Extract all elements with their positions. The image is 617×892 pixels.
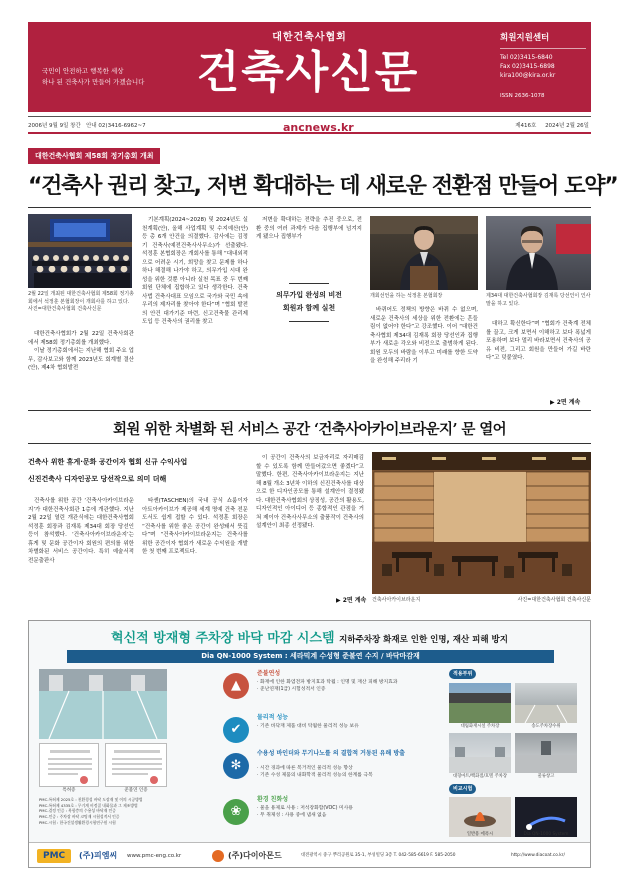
- application-thumbnail: [449, 683, 511, 723]
- comparison-thumbnail: [515, 797, 577, 837]
- photo-caption: 제34대 대한건축사협회장 김재록 당선인이 인사말을 하고 있다.: [486, 293, 591, 307]
- meeting-hall-photo: [28, 214, 132, 288]
- president-elect-photo: [486, 216, 591, 290]
- thumbnail-label: 대형마트/백화점/호텔 주차장: [452, 774, 508, 779]
- story2-col1: [28, 497, 134, 607]
- story2-col2: [142, 497, 248, 607]
- lounge-photo: [372, 452, 591, 594]
- paragraph: 대한건축사협회가 2월 22일 건축사회관에서 제58회 정기총회를 개최했다.: [28, 331, 134, 346]
- lounge-headline: 회원 위한 차별화 된 서비스 공간 ‘건축사아카이브라운지’ 문 열어: [112, 421, 507, 438]
- flame-icon: ▲: [223, 673, 249, 699]
- story2-col3: [256, 454, 364, 590]
- paragraph: 저변을 확대하는 전략을 추진 중으로, 전환 중의 여러 과제가 다음 집행부에 넘겨지게 됐으나 집행부가: [256, 217, 362, 241]
- paragraph: 이 공간이 건축사의 보금자리로 자리매김할 수 있도록 함께 만들어갔으면 좋겠다”고 말했다. 한편, 건축사아카이브라운지는 지난해 8월 개소 3년차 이하의 신진건축사를 대상으로 한 디자인공모를 통해 설계안이 결정됐다. 대한건축사협회의 상징성, 공간의 활용도, 디자인적인 아이디어 등 종합적인 관점을 거쳐 제이아 건축사사무소의 출품작이 건축사의 설계안이 최종 선정됐다.: [256, 455, 364, 530]
- section-chip: 적용부위: [449, 669, 476, 679]
- fax: Fax 02)3415-6898: [500, 62, 555, 70]
- slogan-line: 국민이 안전하고 행복한 세상: [42, 67, 124, 75]
- site-url[interactable]: ancnews.kr: [283, 121, 354, 134]
- pmc-name: (주)피엠씨: [79, 851, 118, 860]
- paragraph: 바뀌어도 정책의 방향은 바뀌 수 없으며, 새로운 건축사의 세상을 위한 전환에는 흔들림이 없어야 한다”고 강조했다. 이어 “대한건축사협회 제34대 김재록 회장 당선인과 집행부가 새로운 각오와 비전으로 출범하게 된다. 회원 모두의 바람을 이루고 미래를 향한 도약을 완성해 주리라 기: [370, 307, 478, 365]
- member-center-title: 회원지원센터: [500, 32, 586, 49]
- image-label: 준불연 인증: [124, 788, 148, 793]
- pmc-logo: PMC: [37, 849, 71, 863]
- paragraph: 기본계획(2024~2028) 및 2024년도 실천계획(안), 올해 사업계획 및 수지예산(안) 등 총 6개 안건을 의결했다. 감사에는 김정기 건축사(예전건축사사무소)가 선출됐다. 석정훈 본협회장은 개회사를 통해 “대내외적으로 어려운 시기, 희망을 찾고 문제를 하나하나 해결해 나가야 하고, 의무가입 시대 완성을 위한 것뿐 아니라 실천 목표 중 두 번째 회원 단체에 집합하고 있다 생각한다. 건축사법 건축사대표 모임으로 국가와 국민 속에 우리의 제자리를 찾아야 한다”며 “협회 발전의 안건 대가기준 마련, 신고건축물 관리제 도입 등 건축사의 권리를 찾고: [142, 217, 248, 326]
- issn: ISSN 2636-1078: [500, 92, 545, 99]
- cert-line: PMC-결정 인증 : 복합층의 수용성 바닥재 인증: [39, 808, 116, 814]
- headline-rule: [28, 207, 591, 208]
- feature-title: 준불연성: [257, 670, 281, 677]
- diamond-logo-icon: [212, 850, 224, 862]
- dia-name: (주)다이아몬드: [228, 851, 282, 860]
- divider: [289, 283, 329, 284]
- story1-col1: [28, 330, 134, 410]
- cert-line: PMC-인증 : 주차장 바닥 코팅재 시험성적서 인증: [39, 814, 120, 820]
- pull-quote-line: 의무가입 완성의 비전: [276, 291, 342, 299]
- feature-text: · 시간 경과에 따른 복거적인 물리적 성능 향상 · 기존 수성 제품의 내화학적 물리적 성능의 한계를 극복: [257, 766, 373, 779]
- slogan: [42, 66, 144, 88]
- section-chip: 비교시험: [449, 784, 476, 794]
- story1-col5: [486, 320, 591, 372]
- cert-line: PMC-특허제 2025호 : 친환경성 바닥 도장재 및 이의 시공방법: [39, 797, 143, 802]
- paragraph: 타셴(TASCHEN)의 국내 공식 쇼룸이자 아트아카이브가 제공해 세계 명예 건축 전문도서도 쉽게 접할 수 있다. 석정훈 회장은 “건축사를 위한 좋은 공간이 완성돼서 뜻깊다”며 “건축사아카이브라운지는 건축사를 위한 공간이자 협회가 새로운 수익원을 개발한 첫 번째 프로젝트다.: [142, 498, 248, 556]
- story1-col2: [142, 216, 248, 411]
- comparison-thumbnail: [449, 797, 511, 837]
- application-thumbnail: [449, 733, 511, 773]
- paragraph: 건축사를 위한 공간 ‘건축사아카이브라운지’가 대한건축사회관 1층에 개관했다. 지난 2월 22일 열린 개관식에는 대한건축사협회 석정훈 회장과 김재록 제34대 회장 당선인 등이 참석했다. ‘건축사아카이브라운지’는 휴게 및 문화 공간이자 회원의 편의를 위한 차별화된 서비스 공간이다. 특히 예술서적 전문출판사: [28, 498, 134, 564]
- continued-notice: ▶ 2면 계속: [336, 597, 367, 604]
- cert-line: PMC-시험 : 한국건설생활환경시험연구원 시험: [39, 819, 116, 825]
- masthead: [28, 22, 591, 112]
- slogan-line: 하나 된 건축사가 만들어 가겠습니다: [42, 78, 145, 87]
- thumbs-up-icon: ✔: [223, 717, 249, 743]
- paragraph: 이날 정기총회에서는 지난해 협회 주요 업무, 감사보고와 함께 2023년도 회계별 결산(안), 제4차 협회발전: [28, 348, 134, 372]
- application-thumbnail: [515, 683, 577, 723]
- email: kira100@kira.or.kr: [500, 71, 556, 79]
- tel: Tel 02)3415-6840: [500, 53, 553, 61]
- product-bar: Dia QN-1000 System : 세라믹계 수성형 준불연 수지 / 바닥마감재: [67, 650, 554, 663]
- feature-item: [219, 749, 439, 789]
- section-tag: 대한건축사협회 제58회 정기총회 개최: [28, 148, 160, 164]
- cert-line: PMC-특허제 4335호 : 무기계 비정질 내화물과 그 제조방법: [39, 802, 138, 808]
- feature-item: [219, 669, 439, 709]
- ad-footer: [29, 842, 590, 868]
- section-rule: [28, 410, 591, 411]
- patent-certificate-image: [39, 743, 99, 787]
- ad-headline-main: 혁신적 방재형 주차장 바닥 마감 시스템: [111, 631, 335, 646]
- feature-text: · 기존 바닥재 제품 대비 탁월한 물리적 성능 보유: [257, 724, 359, 729]
- subheadline: 건축사 위한 휴게·문화 공간이자 협회 신규 수익사업: [28, 458, 188, 466]
- fan-icon: ✻: [223, 753, 249, 779]
- ad-headline: [29, 629, 590, 649]
- thumbnail-label: 물류창고: [537, 774, 555, 779]
- newspaper-title: 건축사신문: [196, 47, 420, 98]
- application-thumbnail: [515, 733, 577, 773]
- fire-certificate-image: [105, 743, 167, 787]
- photo-caption: 건축사아카이브라운지: [372, 597, 421, 603]
- member-center-box: [500, 32, 586, 100]
- feature-title: 물리적 성능: [257, 714, 289, 721]
- thumbnail-label: 일반용 에폭시: [466, 832, 494, 837]
- story1-col3: [256, 216, 362, 246]
- feature-item: [219, 713, 439, 753]
- company-address: 대전광역시 중구 뿌리공원로 35-1, 부성빌딩 3층 T. 042-585-6619 F. 585-2050: [301, 853, 456, 858]
- founded-and-inquiry: 2006년 9월 9일 창간 안내 02)3416-6962~7: [28, 123, 146, 129]
- main-headline: “건축사 권리 찾고, 저변 확대하는 데 새로운 전환점 만들어 도약”: [28, 174, 617, 199]
- leaf-icon: ❀: [223, 799, 249, 825]
- feature-title: 환경 친화성: [257, 796, 289, 803]
- thumbnail-label: Dia QN-1000 System: [523, 832, 569, 837]
- issue-date: 제416호 2024년 2월 26일: [515, 123, 589, 129]
- parking-floor-photo: [39, 669, 167, 739]
- continued-notice: ▶ 2면 계속: [550, 399, 581, 406]
- publisher-name: 대한건축사협회: [272, 32, 347, 43]
- headline-rule: [28, 443, 591, 444]
- dia-url[interactable]: http://www.diacoat.co.kr/: [511, 853, 565, 858]
- thumbnail-label: 송도주차장수위: [531, 724, 561, 729]
- subheadline: 신진건축사 디자인공모 당선작으로 의미 더해: [28, 475, 167, 483]
- feature-text: · 물을 용제로 사용 : 저석장화합(VOC) 미사용 · 무 취제성 : 사용 중에 냄새 없음: [257, 806, 353, 819]
- pull-quote-line: 회원과 함께 실천: [282, 304, 336, 313]
- feature-item: [219, 795, 439, 835]
- divider: [289, 321, 329, 322]
- photo-caption: 개회선언을 하는 석정훈 본협회장: [370, 293, 443, 299]
- feature-text: · 화재에 인한 화염전파 방지효과 탁월 : 인명 및 재산 피해 방지효과 · 준난연재(1급) 시험성적서 인증: [257, 680, 398, 693]
- dateline: [28, 116, 591, 134]
- photo-credit: 사진=대한건축사협회 건축사신문: [517, 597, 591, 603]
- advertisement: [28, 620, 591, 868]
- speaker-photo: [370, 216, 478, 290]
- pmc-url[interactable]: www.pmc-eng.co.kr: [127, 853, 182, 859]
- pull-quote: [256, 278, 362, 327]
- story1-col4: [370, 306, 478, 372]
- photo-caption: 2월 22일 개최된 대한건축사협회 제58회 정기총회에서 석정훈 본협회장이 개회사를 하고 있다. 사진=대한건축사협회 건축사신문: [28, 291, 134, 312]
- certification-list: [39, 797, 189, 825]
- image-label: 특허증: [62, 788, 76, 793]
- feature-title: 수용성 바인더와 무기나노를 의 결합적 거동된 유해 방출: [257, 750, 405, 757]
- paragraph: 대하고 확신한다”며 “협회가 건축계 전체를 끌고, 크게 보면서 이해하고 보다 폭넓게 포용하며 보다 멀리 바라보면서 건축사의 공유 비전, 그리고 회원을 만들어 가길 바란다”고 덧붙였다.: [486, 321, 591, 362]
- ad-headline-sub: 지하주차장 화재로 인한 인명, 재산 피해 방지: [339, 635, 508, 645]
- thumbnail-label: 대림화재시설 주차장: [460, 724, 500, 729]
